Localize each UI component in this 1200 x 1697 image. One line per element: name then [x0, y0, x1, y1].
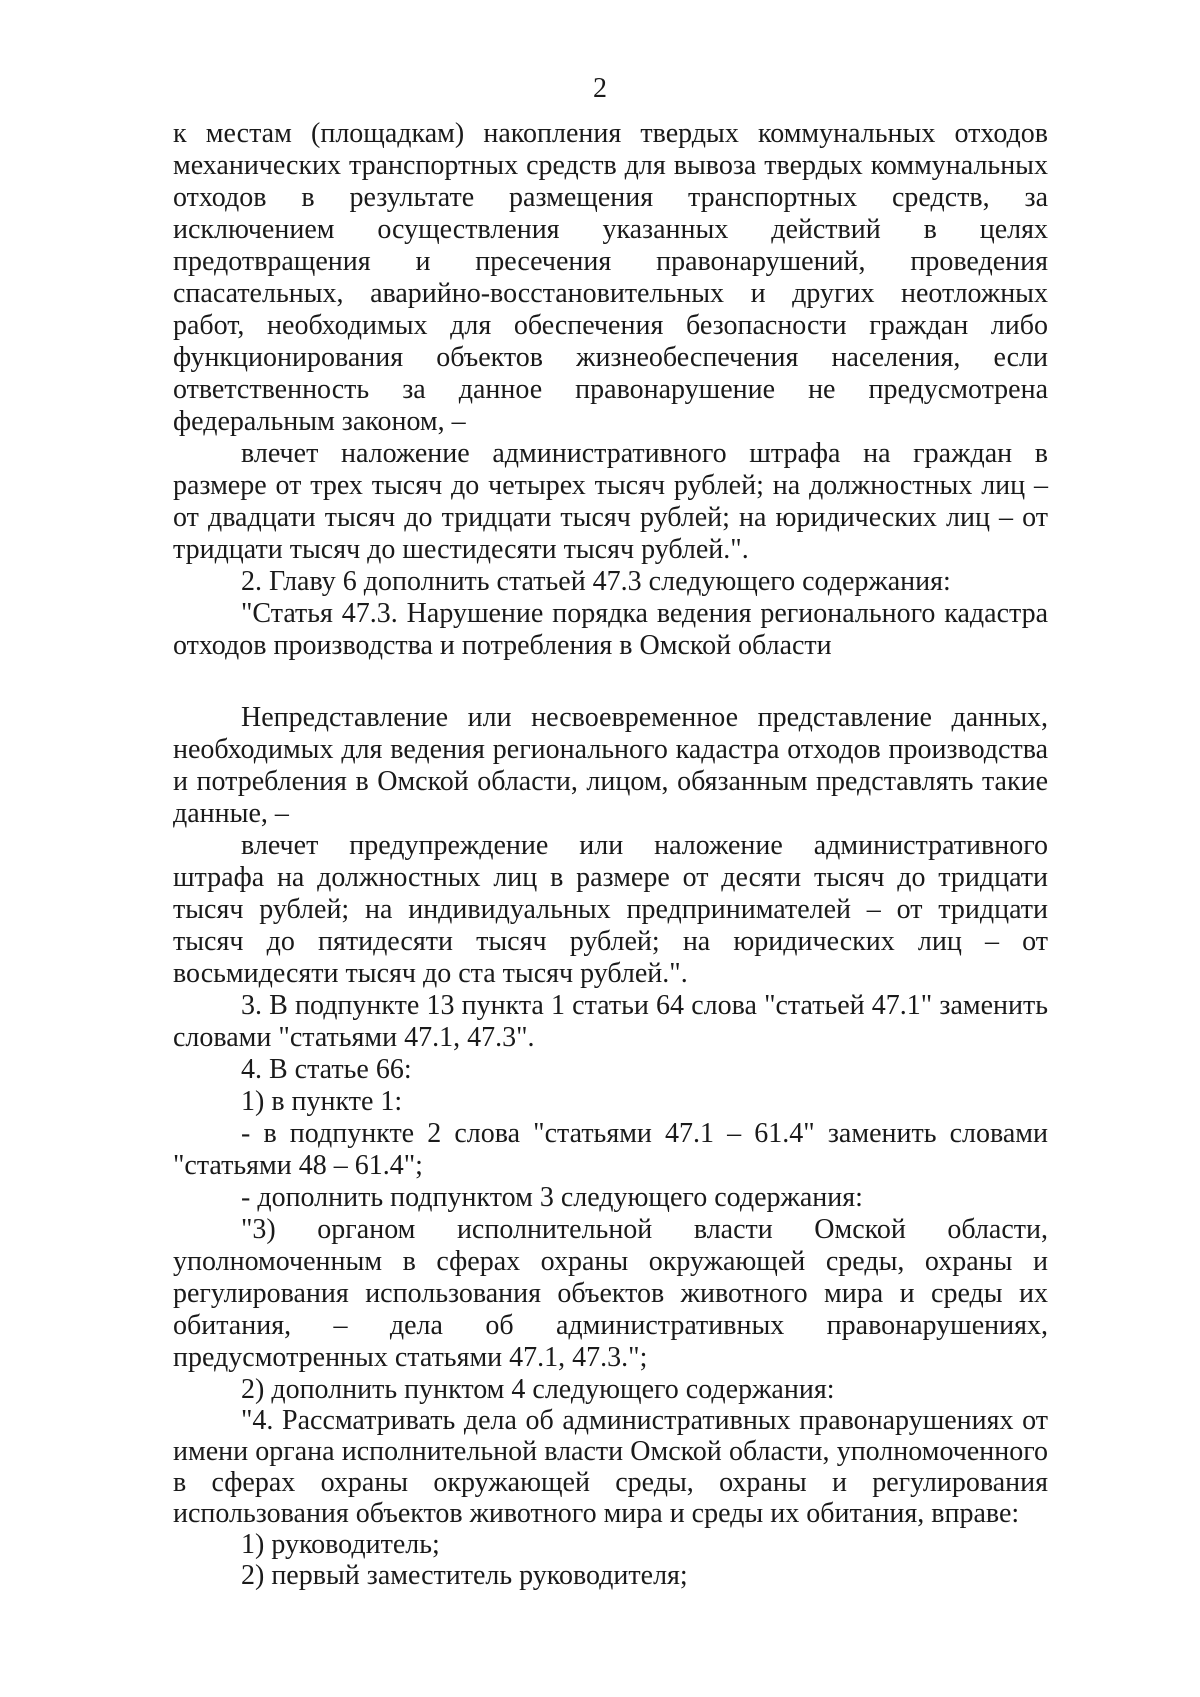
- paragraph-penalty-1: влечет наложение административного штрафа на граждан в размере от трех тысяч до четырех тысяч рублей; на должностных лиц – от двадцати тысяч до тридцати тысяч рублей; на юридических лиц – от тридцати тысяч до шестидесяти тысяч рублей.".: [173, 438, 1048, 565]
- paragraph-continuation: к местам (площадкам) накопления твердых коммунальных отходов механических транспортных средств для вывоза твердых коммунальных отходов в результате размещения транспортных средств, за исключением осуществления указанных действий в целях предотвращения и пресечения правонарушений, проведения спасательных, аварийно-восстановительных и других неотложных работ, необходимых для обеспечения безопасности граждан либо функционирования объектов жизнеобеспечения населения, если ответственность за данное правонарушение не предусмотрена федеральным законом, –: [173, 118, 1048, 437]
- paragraph-dash-2: - дополнить подпунктом 3 следующего содержания:: [241, 1182, 863, 1213]
- paragraph-article-title: "Статья 47.3. Нарушение порядка ведения регионального кадастра отходов производства и потребления в Омской области: [173, 598, 1048, 661]
- list-item-deputy: 2) первый заместитель руководителя;: [241, 1560, 688, 1591]
- blank-line: [173, 662, 1048, 702]
- paragraph-point-4: "4. Рассматривать дела об административных правонарушениях от имени органа исполнительной власти Омской области, уполномоченного в сферах охраны окружающей среды, охраны и регулирования использования объектов животного мира и среды их обитания, вправе:: [173, 1405, 1048, 1529]
- paragraph-item-3: 3. В подпункте 13 пункта 1 статьи 64 слова "статьей 47.1" заменить словами "статьями 47.1, 47.3".: [173, 990, 1048, 1053]
- paragraph-subitem-1: 1) в пункте 1:: [241, 1086, 403, 1117]
- paragraph-item-2: 2. Главу 6 дополнить статьей 47.3 следующего содержания:: [241, 566, 951, 597]
- paragraph-dash-1: - в подпункте 2 слова "статьями 47.1 – 61.4" заменить словами "статьями 48 – 61.4";: [173, 1118, 1048, 1181]
- page-number: 2: [593, 73, 607, 104]
- document-body: [173, 118, 1048, 1591]
- paragraph-item-4: 4. В статье 66:: [241, 1054, 412, 1085]
- paragraph-subpoint-3: "3) органом исполнительной власти Омской области, уполномоченным в сферах охраны окружающей среды, охраны и регулирования использования объектов животного мира и среды их обитания, – дела об административных правонарушениях, предусмотренных статьями 47.1, 47.3.";: [173, 1214, 1048, 1373]
- paragraph-penalty-2: влечет предупреждение или наложение административного штрафа на должностных лиц в размере от десяти тысяч до тридцати тысяч рублей; на индивидуальных предпринимателей – от тридцати тысяч до пятидесяти тысяч рублей; на юридических лиц – от восьмидесяти тысяч до ста тысяч рублей.".: [173, 830, 1048, 989]
- paragraph-subitem-2: 2) дополнить пунктом 4 следующего содержания:: [241, 1374, 835, 1405]
- paragraph-article-body: Непредставление или несвоевременное представление данных, необходимых для ведения регионального кадастра отходов производства и потребления в Омской области, лицом, обязанным представлять такие данные, –: [173, 702, 1048, 829]
- list-item-head: 1) руководитель;: [241, 1529, 440, 1560]
